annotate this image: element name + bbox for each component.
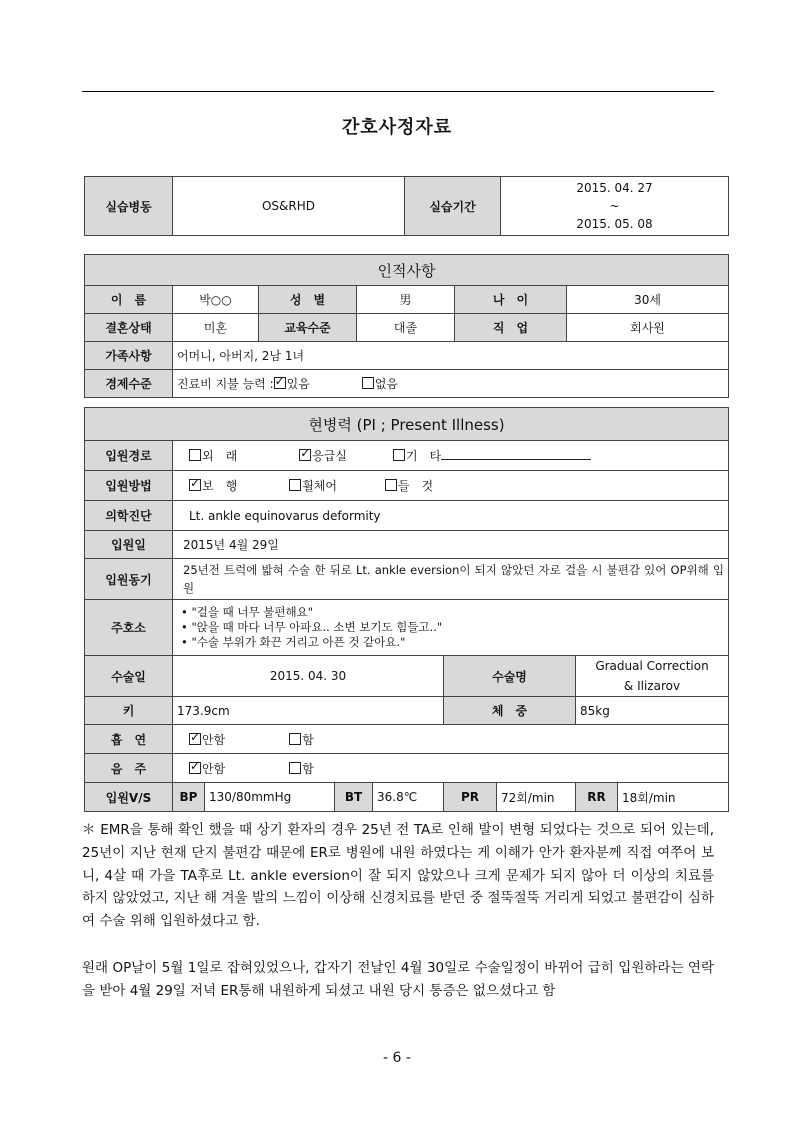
smoking-label: 흡 연 bbox=[85, 725, 173, 754]
route-value bbox=[173, 441, 729, 471]
age-label: 나 이 bbox=[455, 286, 567, 314]
checkbox-checked-icon bbox=[274, 377, 286, 389]
personal-section-title: 인적사항 bbox=[85, 255, 729, 286]
drinking-value bbox=[173, 754, 729, 783]
chief-complaint-item: • "앉을 때 마다 너무 아파요.. 소변 보기도 힘들고.." bbox=[181, 620, 724, 635]
op-name-line1: Gradual Correction bbox=[595, 659, 709, 673]
education-value: 대졸 bbox=[357, 314, 455, 342]
admission-date-value: 2015년 4월 29일 bbox=[173, 531, 729, 559]
drinking-label: 음 주 bbox=[85, 754, 173, 783]
economy-value bbox=[173, 370, 729, 398]
admission-date-label: 입원일 bbox=[85, 531, 173, 559]
method-option-stretcher: 들 것 bbox=[397, 479, 434, 493]
personal-table bbox=[84, 254, 729, 398]
motive-value: 25년전 트럭에 밟혀 수술 한 뒤로 Lt. ankle eversion이 되지 않았던 자로 걸을 시 불편감 있어 OP위해 입원 bbox=[173, 559, 729, 600]
diagnosis-value: Lt. ankle equinovarus deformity bbox=[173, 501, 729, 531]
chief-complaint-item: • "걸을 때 너무 불편해요" bbox=[181, 605, 724, 620]
height-value: 173.9cm bbox=[173, 697, 444, 725]
route-option-outpatient: 외 래 bbox=[202, 449, 238, 463]
method-label: 입원방법 bbox=[85, 471, 173, 501]
rr-value: 18회/min bbox=[618, 783, 729, 812]
smoking-value bbox=[173, 725, 729, 754]
bp-label: BP bbox=[173, 783, 205, 812]
period-value bbox=[501, 177, 729, 236]
checkbox-empty-icon bbox=[393, 449, 405, 461]
economy-option-yes: 있음 bbox=[286, 377, 310, 391]
op-name-label: 수술명 bbox=[444, 656, 576, 697]
height-label: 키 bbox=[85, 697, 173, 725]
marital-label: 결혼상태 bbox=[85, 314, 173, 342]
route-option-emergency: 응급실 bbox=[312, 449, 347, 463]
checkbox-empty-icon bbox=[289, 762, 301, 774]
checkbox-checked-icon bbox=[299, 449, 311, 461]
job-value: 회사원 bbox=[567, 314, 729, 342]
weight-value: 85kg bbox=[576, 697, 729, 725]
route-option-other: 기 타 bbox=[405, 449, 442, 463]
note-paragraph-2: 원래 OP날이 5월 1일로 잡혀있었으나, 갑자기 전날인 4월 30일로 수술일정이 바뀌어 급히 입원하라는 연락을 받아 4월 29일 저녁 ER통해 내원하게 되셨고 내원 당시 통증은 없으셨다고 함 bbox=[82, 960, 714, 999]
bt-label: BT bbox=[335, 783, 373, 812]
ward-value: OS&RHD bbox=[173, 177, 405, 236]
rr-label: RR bbox=[576, 783, 618, 812]
checkbox-empty-icon bbox=[289, 733, 301, 745]
chief-complaint-label: 주호소 bbox=[85, 600, 173, 656]
name-label: 이 름 bbox=[85, 286, 173, 314]
practicum-table bbox=[84, 176, 729, 236]
period-start: 2015. 04. 27 bbox=[576, 181, 653, 195]
family-value: 어머니, 아버지, 2남 1녀 bbox=[173, 342, 729, 370]
method-option-walk: 보 행 bbox=[202, 479, 238, 493]
vital-signs-label: 입원V/S bbox=[85, 783, 173, 812]
bp-value: 130/80mmHg bbox=[205, 783, 335, 812]
header-rule bbox=[82, 91, 714, 92]
bt-value: 36.8℃ bbox=[373, 783, 444, 812]
motive-label: 입원동기 bbox=[85, 559, 173, 600]
checkbox-empty-icon bbox=[385, 479, 397, 491]
smoking-option-no: 안함 bbox=[202, 732, 226, 747]
period-label: 실습기간 bbox=[405, 177, 501, 236]
drinking-option-yes: 함 bbox=[302, 761, 314, 776]
sex-value: 男 bbox=[357, 286, 455, 314]
economy-label: 경제수준 bbox=[85, 370, 173, 398]
economy-prefix: 진료비 지불 능력 : bbox=[177, 377, 274, 391]
note-paragraph-1: ＊ EMR을 통해 확인 했을 때 상기 환자의 경우 25년 전 TA로 인해 발이 변형 되었다는 것으로 되어 있는데, 25년이 지난 현재 단지 불편감 때문에 ER로 병원에 내원 하였다는 게 이해가 안가 환자분께 직접 여쭈어 보니, 4살 때 가을 TA후로 Lt. ankle eversion이 잘 되지 않았으나 크게 문제가 되지 않아 더 이상의 치료를 하지 않았었고, 지난 해 겨울 발의 느낌이 이상해 신경치료를 받던 중 절뚝절뚝 거리게 되었고 불편감이 심하여 수술 위해 입원하셨다고 함. bbox=[82, 822, 714, 930]
education-label: 교육수준 bbox=[259, 314, 357, 342]
job-label: 직 업 bbox=[455, 314, 567, 342]
age-value: 30세 bbox=[567, 286, 729, 314]
weight-label: 체 중 bbox=[444, 697, 576, 725]
marital-value: 미혼 bbox=[173, 314, 259, 342]
op-date-value: 2015. 04. 30 bbox=[173, 656, 444, 697]
op-name-line2: & Ilizarov bbox=[623, 679, 681, 693]
checkbox-checked-icon bbox=[189, 762, 201, 774]
pr-label: PR bbox=[444, 783, 497, 812]
chief-complaint-list bbox=[173, 600, 729, 656]
family-label: 가족사항 bbox=[85, 342, 173, 370]
page-title: 간호사정자료 bbox=[341, 117, 453, 138]
method-option-wheelchair: 휠체어 bbox=[302, 479, 337, 493]
chief-complaint-item: • "수술 부위가 화끈 거리고 아픈 것 같아요." bbox=[181, 635, 724, 650]
pr-value: 72회/min bbox=[497, 783, 576, 812]
page-number: - 6 - bbox=[383, 1050, 411, 1066]
period-separator: ~ bbox=[609, 199, 620, 213]
route-label: 입원경로 bbox=[85, 441, 173, 471]
period-end: 2015. 05. 08 bbox=[576, 217, 653, 231]
economy-option-no: 없음 bbox=[374, 377, 399, 391]
drinking-option-no: 안함 bbox=[202, 761, 226, 776]
op-name-value bbox=[576, 656, 729, 697]
method-value bbox=[173, 471, 729, 501]
name-value: 박○○ bbox=[173, 286, 259, 314]
sex-label: 성 별 bbox=[259, 286, 357, 314]
illness-section-title: 현병력 (PI ; Present Illness) bbox=[85, 408, 729, 441]
op-date-label: 수술일 bbox=[85, 656, 173, 697]
checkbox-empty-icon bbox=[189, 449, 201, 461]
checkbox-empty-icon bbox=[362, 377, 374, 389]
other-blank-line bbox=[441, 450, 591, 460]
checkbox-checked-icon bbox=[189, 479, 201, 491]
checkbox-checked-icon bbox=[189, 733, 201, 745]
illness-table bbox=[84, 407, 729, 812]
ward-label: 실습병동 bbox=[85, 177, 173, 236]
smoking-option-yes: 함 bbox=[302, 732, 314, 747]
checkbox-empty-icon bbox=[289, 479, 301, 491]
diagnosis-label: 의학진단 bbox=[85, 501, 173, 531]
